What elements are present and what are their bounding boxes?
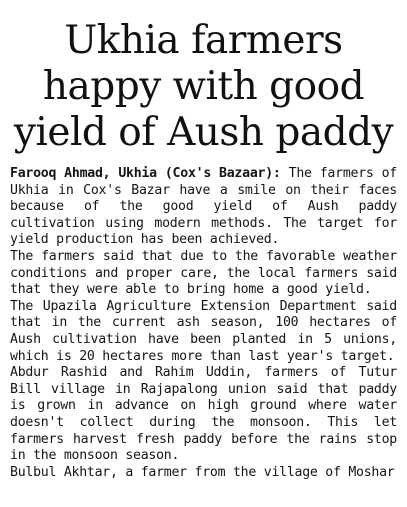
headline-line-2: happy with good xyxy=(42,64,365,109)
lead-text: The farmers of Ukhia in Cox's Bazar have a smile on their faces because of the good yield of Aush paddy cultivation using modern methods. The target for yield production has been achieved. xyxy=(10,166,397,248)
headline-line-3: yield of Aush paddy xyxy=(13,110,394,155)
headline-line-1: Ukhia farmers xyxy=(64,18,343,63)
article-body xyxy=(10,166,397,481)
lead-paragraph xyxy=(10,166,397,249)
byline: Farooq Ahmad, Ukhia (Cox's Bazaar): xyxy=(10,166,281,181)
paragraph-farmers-quote: Abdur Rashid and Rahim Uddin, farmers of Tutur Bill village in Rajapalong union said that paddy is grown in advance on high ground where water doesn't collect during the monsoon. This let farmers harvest fresh paddy before the rains stop in the monsoon season. xyxy=(10,365,397,464)
paragraph-weather: The farmers said that due to the favorable weather conditions and proper care, the local farmers said that they were able to bring home a good yield. xyxy=(10,248,397,298)
paragraph-bulbul-akhtar: Bulbul Akhtar, a farmer from the village of Moshar xyxy=(10,464,395,480)
paragraph-extension-department: The Upazila Agriculture Extension Department said that in the current ash season, 100 hectares of Aush cultivation have been planted in 5 unions, which is 20 hectares more than last year's target. xyxy=(10,298,397,364)
headline xyxy=(10,0,397,156)
